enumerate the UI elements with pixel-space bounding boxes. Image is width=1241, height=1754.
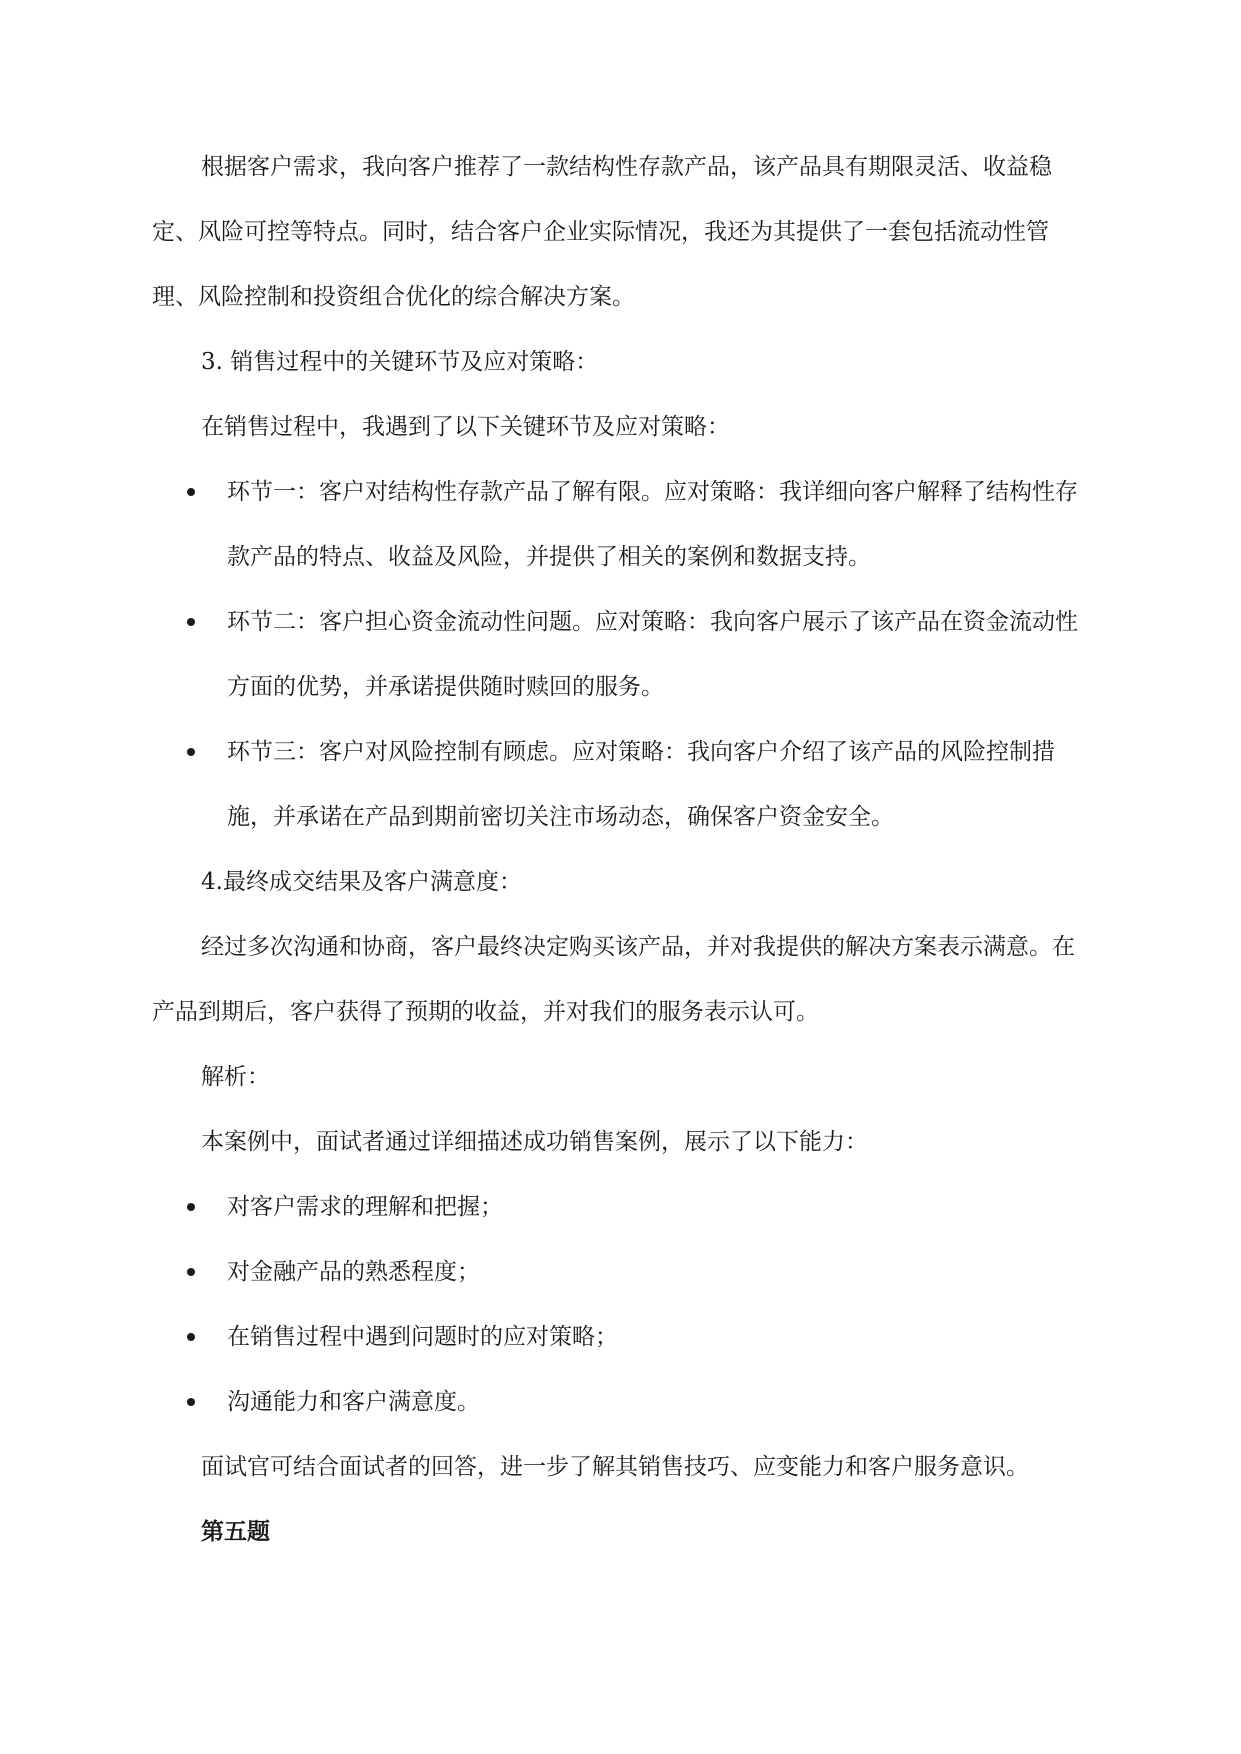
analysis-label: 解析： bbox=[201, 1064, 270, 1090]
abilities-list bbox=[152, 1175, 1094, 1435]
question-heading: 第五题 bbox=[201, 1519, 270, 1545]
list-item-text: 对客户需求的理解和把握； bbox=[227, 1194, 503, 1220]
section-heading-4: 4.最终成交结果及客户满意度： bbox=[201, 869, 522, 895]
bullet-icon bbox=[187, 1203, 195, 1211]
list-item bbox=[152, 460, 1094, 590]
list-item-text: 在销售过程中遇到问题时的应对策略； bbox=[227, 1324, 618, 1350]
page-body bbox=[152, 135, 1094, 1565]
list-item bbox=[152, 1240, 1094, 1305]
list-item-text: 环节一：客户对结构性存款产品了解有限。应对策略：我详细向客户解释了结构性存款产品的特点、收益及风险，并提供了相关的案例和数据支持。 bbox=[227, 479, 1078, 570]
bullet-icon bbox=[187, 1398, 195, 1406]
paragraph-recommendation: 根据客户需求，我向客户推荐了一款结构性存款产品，该产品具有期限灵活、收益稳定、风险可控等特点。同时，结合客户企业实际情况，我还为其提供了一套包括流动性管理、风险控制和投资组合优化的综合解决方案。 bbox=[152, 154, 1052, 310]
list-item bbox=[152, 1370, 1094, 1435]
list-item bbox=[152, 1305, 1094, 1370]
bullet-icon bbox=[187, 748, 195, 756]
bullet-icon bbox=[187, 1333, 195, 1341]
key-steps-list bbox=[152, 460, 1094, 850]
list-item-text: 沟通能力和客户满意度。 bbox=[227, 1389, 480, 1415]
list-item-text: 环节三：客户对风险控制有顾虑。应对策略：我向客户介绍了该产品的风险控制措施，并承诺在产品到期前密切关注市场动态，确保客户资金安全。 bbox=[227, 739, 1055, 830]
list-item bbox=[152, 590, 1094, 720]
list-item-text: 对金融产品的熟悉程度； bbox=[227, 1259, 480, 1285]
section-heading-3: 3. 销售过程中的关键环节及应对策略： bbox=[201, 349, 599, 375]
bullet-icon bbox=[187, 618, 195, 626]
bullet-icon bbox=[187, 488, 195, 496]
paragraph-result: 经过多次沟通和协商，客户最终决定购买该产品，并对我提供的解决方案表示满意。在产品到期后，客户获得了预期的收益，并对我们的服务表示认可。 bbox=[152, 934, 1075, 1025]
bullet-icon bbox=[187, 1268, 195, 1276]
paragraph-key-steps-intro: 在销售过程中，我遇到了以下关键环节及应对策略： bbox=[201, 414, 730, 440]
paragraph-abilities-intro: 本案例中，面试者通过详细描述成功销售案例，展示了以下能力： bbox=[201, 1129, 868, 1155]
paragraph-interviewer-note: 面试官可结合面试者的回答，进一步了解其销售技巧、应变能力和客户服务意识。 bbox=[201, 1454, 1029, 1480]
list-item bbox=[152, 720, 1094, 850]
list-item bbox=[152, 1175, 1094, 1240]
list-item-text: 环节二：客户担心资金流动性问题。应对策略：我向客户展示了该产品在资金流动性方面的优势，并承诺提供随时赎回的服务。 bbox=[227, 609, 1078, 700]
